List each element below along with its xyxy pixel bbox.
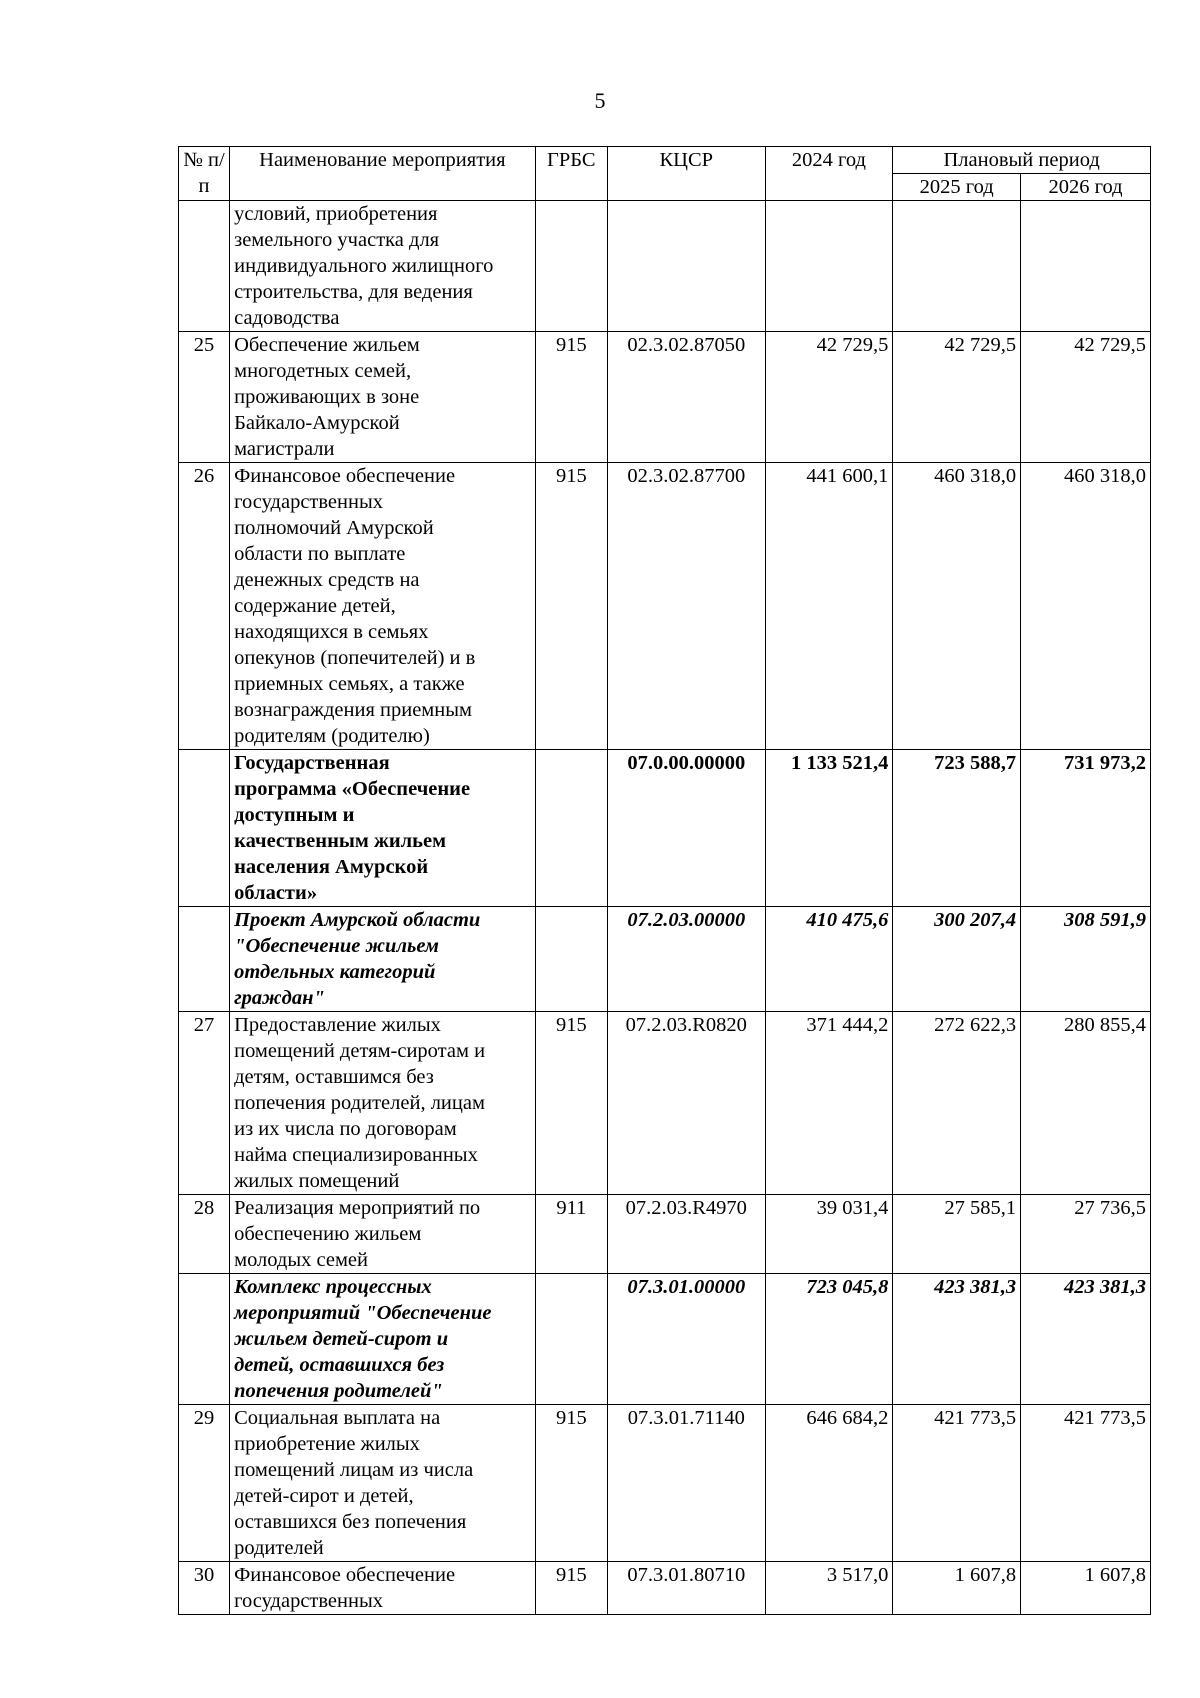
table-row: [179, 1012, 1151, 1195]
table-row: [179, 463, 1151, 750]
header-num: № п/п: [179, 147, 230, 201]
row-kcsr-text: 07.3.01.71140: [627, 1407, 745, 1429]
row-amount-2025: [893, 1012, 1021, 1195]
row-grbs: [535, 201, 607, 332]
row-amount-2024-text: 1 133 521,4: [790, 752, 889, 774]
row-number-text: 25: [193, 334, 215, 356]
row-amount-2026-text: 280 855,4: [1064, 1014, 1146, 1036]
row-amount-2025: [893, 907, 1021, 1012]
row-grbs: [535, 907, 607, 1012]
row-kcsr-text: 02.3.02.87050: [627, 334, 746, 356]
row-amount-2026-text: 421 773,5: [1064, 1407, 1146, 1429]
row-number-text: 29: [193, 1407, 215, 1429]
row-name-text: Предоставление жилых помещений детям-сиротам и детям, оставшимся без попечения родителей, лицам из их числа по договорам найма специализированных жилых помещений: [234, 1014, 486, 1192]
row-amount-2024: [765, 1405, 893, 1562]
row-amount-2024-text: 42 729,5: [816, 334, 889, 356]
row-amount-2026-text: 731 973,2: [1064, 752, 1146, 774]
row-grbs: [535, 463, 607, 750]
header-2025: 2025 год: [893, 174, 1021, 201]
row-amount-2025: [893, 332, 1021, 463]
budget-table: [178, 146, 1151, 1615]
header-2026: 2026 год: [1021, 174, 1151, 201]
row-amount-2025-text: 460 318,0: [934, 465, 1017, 487]
row-amount-2025-text: 421 773,5: [934, 1407, 1017, 1429]
row-name: [230, 750, 536, 907]
row-amount-2024: [765, 907, 893, 1012]
header-name: Наименование мероприятия: [230, 147, 536, 201]
row-number: [179, 907, 230, 1012]
row-amount-2026: [1021, 463, 1151, 750]
row-name-text: Комплекс процессных мероприятий "Обеспечение жильем детей-сирот и детей, оставшихся без попечения родителей": [234, 1276, 492, 1402]
row-number: [179, 332, 230, 463]
row-kcsr-text: 07.2.03.00000: [627, 909, 746, 931]
table-row: [179, 332, 1151, 463]
row-name-text: Финансовое обеспечение государственных полномочий Амурской области по выплате денежных средств на содержание детей, находящихся в семьях опекунов (попечителей) и в приемных семьях, а также вознаграждения приемным родителям (родителю): [234, 465, 476, 747]
row-amount-2025-text: 423 381,3: [934, 1276, 1017, 1298]
row-amount-2024: [765, 1562, 893, 1615]
row-amount-2025: [893, 201, 1021, 332]
row-name-text: условий, приобретения земельного участка для индивидуального жилищного строительства, для ведения садоводства: [234, 203, 494, 329]
row-name-text: Социальная выплата на приобретение жилых помещений лицам из числа детей-сирот и детей, оставшихся без попечения родителей: [234, 1407, 474, 1559]
row-number-text: 28: [193, 1197, 215, 1219]
header-2024: 2024 год: [765, 147, 893, 201]
row-amount-2024: [765, 201, 893, 332]
row-kcsr-text: 07.3.01.00000: [627, 1276, 746, 1298]
row-grbs-text: 915: [555, 1014, 587, 1036]
row-kcsr: [608, 1195, 766, 1274]
row-name-text: Проект Амурской области "Обеспечение жильем отдельных категорий граждан": [234, 909, 481, 1009]
header-grbs: ГРБС: [535, 147, 607, 201]
row-kcsr: [608, 1274, 766, 1405]
row-kcsr-text: 07.2.03.R4970: [625, 1197, 747, 1219]
row-amount-2025-text: 272 622,3: [934, 1014, 1017, 1036]
row-name: [230, 201, 536, 332]
row-number-text: 26: [193, 465, 215, 487]
row-name-text: Государственная программа «Обеспечение доступным и качественным жильем населения Амурской области»: [234, 752, 471, 904]
row-grbs: [535, 1195, 607, 1274]
row-amount-2024-text: 410 475,6: [806, 909, 889, 931]
row-number: [179, 1012, 230, 1195]
row-amount-2024-text: 646 684,2: [806, 1407, 889, 1429]
header-planned-period: Плановый период: [893, 147, 1151, 174]
row-grbs: [535, 1274, 607, 1405]
row-name: [230, 1274, 536, 1405]
row-amount-2025-text: 723 588,7: [934, 752, 1017, 774]
row-number-text: 30: [193, 1564, 215, 1586]
row-grbs-text: 915: [555, 1407, 587, 1429]
row-amount-2026: [1021, 332, 1151, 463]
row-amount-2024-text: 371 444,2: [806, 1014, 889, 1036]
row-grbs-text: 915: [555, 1564, 587, 1586]
row-amount-2025: [893, 750, 1021, 907]
row-name: [230, 463, 536, 750]
row-number: [179, 1195, 230, 1274]
row-amount-2026-text: 42 729,5: [1074, 334, 1146, 356]
row-amount-2026-text: 460 318,0: [1064, 465, 1146, 487]
table-row: [179, 1562, 1151, 1615]
row-amount-2025-text: 300 207,4: [934, 909, 1017, 931]
row-number: [179, 463, 230, 750]
row-number: [179, 1562, 230, 1615]
row-amount-2025: [893, 1405, 1021, 1562]
row-amount-2024: [765, 332, 893, 463]
row-name: [230, 907, 536, 1012]
table-row: [179, 1274, 1151, 1405]
table-row: [179, 750, 1151, 907]
row-kcsr: [608, 750, 766, 907]
row-amount-2024-text: 723 045,8: [806, 1276, 889, 1298]
row-amount-2026-text: 423 381,3: [1064, 1276, 1146, 1298]
row-name: [230, 1562, 536, 1615]
row-grbs: [535, 1562, 607, 1615]
row-amount-2026: [1021, 1274, 1151, 1405]
row-amount-2025: [893, 1195, 1021, 1274]
row-amount-2025: [893, 1274, 1021, 1405]
row-amount-2026: [1021, 750, 1151, 907]
row-amount-2026: [1021, 907, 1151, 1012]
row-amount-2025: [893, 1562, 1021, 1615]
row-kcsr: [608, 332, 766, 463]
row-grbs-text: 911: [556, 1197, 587, 1219]
row-amount-2026: [1021, 201, 1151, 332]
row-amount-2026: [1021, 1405, 1151, 1562]
row-amount-2025: [893, 463, 1021, 750]
table-body: [179, 201, 1151, 1615]
row-amount-2024: [765, 1012, 893, 1195]
row-amount-2024: [765, 1274, 893, 1405]
row-name: [230, 1012, 536, 1195]
row-amount-2024-text: 441 600,1: [806, 465, 889, 487]
row-name: [230, 1195, 536, 1274]
row-kcsr: [608, 201, 766, 332]
table-row: [179, 1405, 1151, 1562]
page-number: 5: [594, 88, 606, 113]
table-row: [179, 907, 1151, 1012]
row-kcsr-text: 07.2.03.R0820: [625, 1014, 747, 1036]
row-number-text: 27: [193, 1014, 215, 1036]
row-amount-2026: [1021, 1195, 1151, 1274]
row-name-text: Обеспечение жильем многодетных семей, проживающих в зоне Байкало-Амурской магистрали: [234, 334, 420, 460]
row-kcsr-text: 07.0.00.00000: [627, 752, 746, 774]
row-grbs-text: 915: [555, 465, 587, 487]
row-kcsr-text: 07.3.01.80710: [627, 1564, 746, 1586]
row-number: [179, 750, 230, 907]
row-amount-2024: [765, 463, 893, 750]
table-row: [179, 1195, 1151, 1274]
row-amount-2025-text: 42 729,5: [944, 334, 1017, 356]
row-number: [179, 201, 230, 332]
row-name-text: Реализация мероприятий по обеспечению жильем молодых семей: [234, 1197, 481, 1271]
header-kcsr: КЦСР: [608, 147, 766, 201]
row-amount-2024-text: 39 031,4: [816, 1197, 889, 1219]
row-amount-2024: [765, 1195, 893, 1274]
row-amount-2026-text: 27 736,5: [1074, 1197, 1146, 1219]
row-name-text: Финансовое обеспечение государственных: [234, 1564, 456, 1612]
row-amount-2026: [1021, 1562, 1151, 1615]
row-amount-2026: [1021, 1012, 1151, 1195]
row-kcsr: [608, 1012, 766, 1195]
row-amount-2025-text: 27 585,1: [944, 1197, 1017, 1219]
row-grbs-text: 915: [555, 334, 587, 356]
row-amount-2026-text: 308 591,9: [1064, 909, 1146, 931]
row-number: [179, 1405, 230, 1562]
row-name: [230, 332, 536, 463]
row-grbs: [535, 1405, 607, 1562]
row-grbs: [535, 750, 607, 907]
row-amount-2024-text: 3 517,0: [826, 1564, 889, 1586]
row-kcsr: [608, 463, 766, 750]
row-kcsr: [608, 907, 766, 1012]
row-amount-2026-text: 1 607,8: [1084, 1564, 1146, 1586]
row-kcsr: [608, 1405, 766, 1562]
row-amount-2024: [765, 750, 893, 907]
row-kcsr: [608, 1562, 766, 1615]
table-row: [179, 201, 1151, 332]
row-grbs: [535, 332, 607, 463]
row-number: [179, 1274, 230, 1405]
row-amount-2025-text: 1 607,8: [954, 1564, 1017, 1586]
row-kcsr-text: 02.3.02.87700: [627, 465, 746, 487]
row-name: [230, 1405, 536, 1562]
row-grbs: [535, 1012, 607, 1195]
